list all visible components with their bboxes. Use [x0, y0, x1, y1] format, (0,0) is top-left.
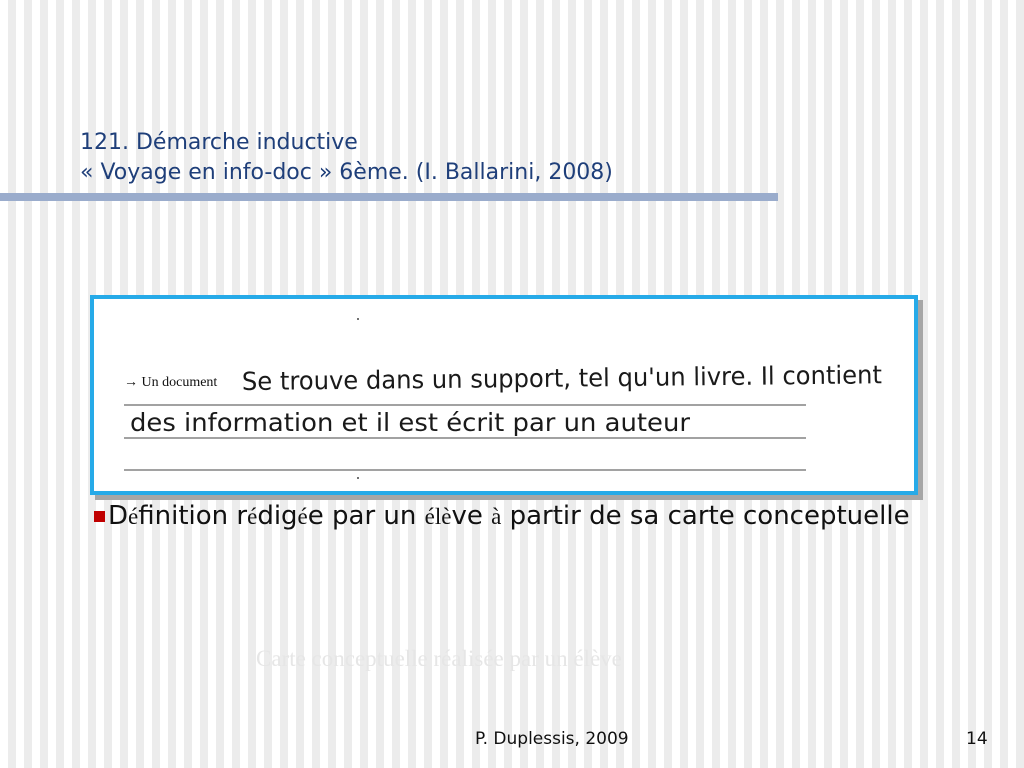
bullet-text-part: è — [441, 504, 452, 529]
bullet-text-part: ve — [451, 501, 492, 531]
printed-prefix: → Un document — [124, 375, 218, 390]
bullet-text-part: él — [424, 504, 442, 529]
handwriting-line-1: Se trouve dans un support, tel qu'un livre. Il contient — [241, 360, 903, 396]
footer-author: P. Duplessis, 2009 — [475, 729, 629, 749]
handwriting-line-2: des information et il est écrit par un auteur — [130, 408, 691, 437]
square-bullet-icon — [94, 511, 105, 522]
bullet-text-part: partir de sa carte conceptuelle — [501, 501, 910, 531]
faint-caption: Carte conceptuelle réalisée par un élève — [256, 646, 622, 671]
page-number: 14 — [966, 729, 988, 749]
bullet-text-part: dig — [257, 501, 298, 531]
bullet-text-part: é — [297, 504, 308, 529]
title-underline-bar — [0, 193, 778, 201]
bullet-text-part: finition r — [138, 501, 248, 531]
scanned-handwriting-image — [94, 299, 914, 491]
title-line-1: 121. Démarche inductive — [80, 130, 358, 155]
bullet-text-part: é — [247, 504, 258, 529]
slide-title — [80, 128, 613, 188]
scanned-definition-frame — [90, 295, 918, 495]
bullet-text-part: D — [108, 501, 129, 531]
bullet-text-part: é — [128, 504, 139, 529]
title-line-2: « Voyage en info-doc » 6ème. (I. Ballarini, 2008) — [80, 160, 613, 185]
bullet-text-part: e par un — [307, 501, 425, 531]
bullet-text-part: à — [491, 504, 502, 529]
bullet-item — [94, 498, 914, 535]
